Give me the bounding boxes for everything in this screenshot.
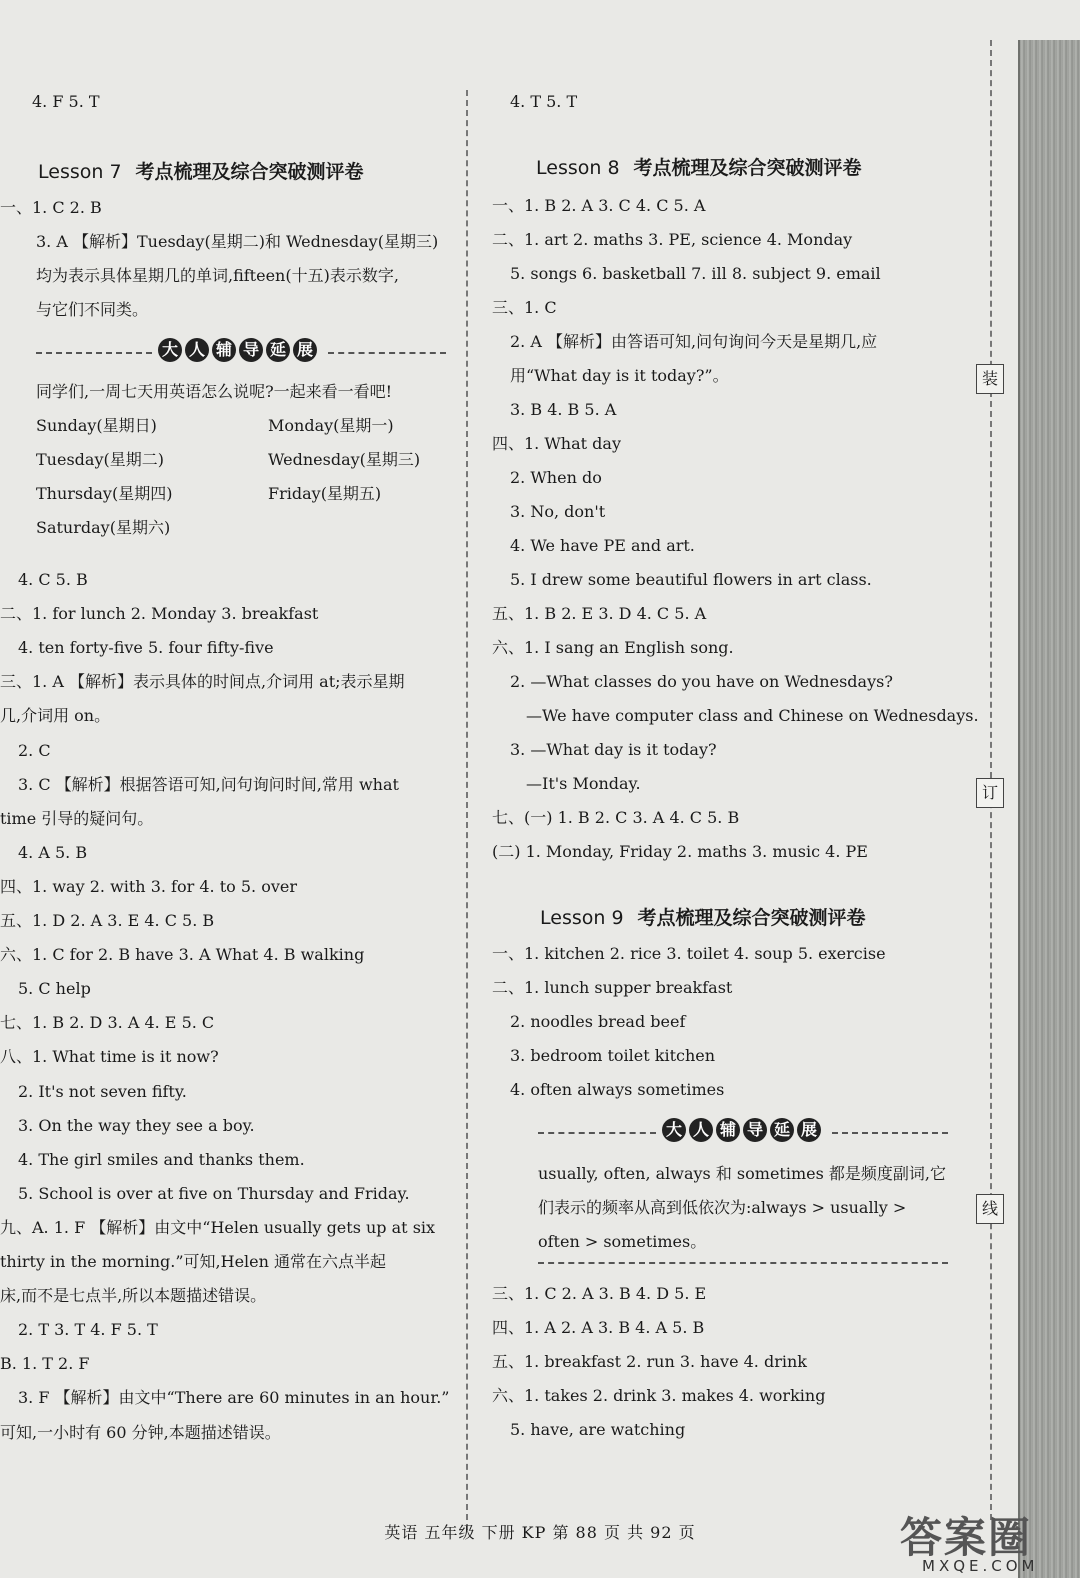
lesson8-title-en: Lesson 8 [536, 157, 620, 179]
answer-line: 七、1. B 2. D 3. A 4. E 5. C [0, 1013, 215, 1033]
tip-bottom-rule [538, 1262, 948, 1264]
answer-line: 一、1. C 2. B [0, 198, 102, 217]
answer-line: 3. bedroom toilet kitchen [510, 1046, 716, 1065]
answer-line: 2. It's not seven fifty. [18, 1081, 187, 1101]
answer-line: 4. ten forty-five 5. four fifty-five [18, 638, 274, 658]
lesson7-title-zh: 考点梳理及综合突破测评卷 [135, 161, 364, 183]
answer-line: 三、1. C 2. A 3. B 4. D 5. E [492, 1284, 707, 1303]
answer-line: 一、1. kitchen 2. rice 3. toilet 4. soup 5. exercise [492, 944, 886, 963]
answer-line: 可知,一小时有 60 分钟,本题描述错误。 [0, 1422, 281, 1442]
answer-line: 六、1. I sang an English song. [492, 638, 734, 657]
answer-line: thirty in the morning.”可知,Helen 通常在六点半起 [0, 1252, 387, 1271]
day-of-week: Sunday(星期日) [36, 416, 157, 435]
answer-line: —It's Monday. [526, 774, 641, 793]
banner-char: 辅 [716, 1118, 740, 1142]
banner-char: 导 [743, 1118, 767, 1142]
answer-line: 3. No, don't [510, 502, 606, 521]
answer-line: 4. A 5. B [18, 842, 88, 862]
answer-line: usually, often, always 和 sometimes 都是频度副词,它 [538, 1164, 946, 1183]
day-of-week: Tuesday(星期二) [36, 450, 164, 469]
answer-line: 八、1. What time is it now? [0, 1047, 219, 1067]
answer-line: 四、1. What day [492, 434, 621, 453]
answer-line: (二) 1. Monday, Friday 2. maths 3. music 4. PE [492, 842, 868, 861]
answer-line: 均为表示具体星期几的单词,fifteen(十五)表示数字, [36, 266, 399, 285]
answer-line: 四、1. A 2. A 3. B 4. A 5. B [492, 1318, 705, 1337]
banner-char: 展 [293, 338, 317, 362]
page-edge-strip [1018, 40, 1080, 1578]
answer-line: 4. We have PE and art. [510, 536, 695, 555]
banner-char: 导 [239, 338, 263, 362]
answer-line: 七、(一) 1. B 2. C 3. A 4. C 5. B [492, 808, 740, 827]
binding-mark-2: 订 [976, 778, 1004, 808]
answer-line: 用“What day is it today?”。 [510, 366, 729, 385]
answer-line: B. 1. T 2. F [0, 1354, 90, 1374]
answer-line: 五、1. D 2. A 3. E 4. C 5. B [0, 911, 215, 930]
answer-line: 5. I drew some beautiful flowers in art class. [510, 570, 872, 589]
banner-rule-right [832, 1132, 948, 1134]
answer-line: 们表示的频率从高到低依次为:always > usually > [538, 1198, 907, 1217]
binding-mark-3: 线 [976, 1194, 1004, 1224]
page-footer: 英语 五年级 下册 KP 第 88 页 共 92 页 [384, 1523, 696, 1542]
lesson7-title-en: Lesson 7 [38, 161, 122, 183]
answer-line: 3. —What day is it today? [510, 740, 717, 759]
lesson7-title [38, 160, 364, 184]
answer-line: 5. School is over at five on Thursday and Friday. [18, 1183, 410, 1203]
answer-line: 二、1. art 2. maths 3. PE, science 4. Monday [492, 230, 853, 249]
answer-line: 与它们不同类。 [36, 300, 149, 319]
answer-line: 床,而不是七点半,所以本题描述错误。 [0, 1286, 267, 1306]
answer-line: 四、1. way 2. with 3. for 4. to 5. over [0, 876, 297, 896]
answer-line: 2. noodles bread beef [510, 1012, 686, 1031]
answer-line: 三、1. C [492, 298, 557, 317]
site-watermark [900, 1505, 1075, 1575]
answer-line: 5. songs 6. basketball 7. ill 8. subject 9. email [510, 264, 881, 283]
right-top-line: 4. T 5. T [510, 92, 578, 111]
answer-line: 2. T 3. T 4. F 5. T [18, 1320, 158, 1340]
lesson9-title-en: Lesson 9 [540, 907, 624, 929]
banner-rule-left [36, 352, 152, 354]
banner-chars [662, 1118, 821, 1142]
answer-line: —We have computer class and Chinese on Wednesdays. [526, 706, 979, 725]
answer-line: 3. A 【解析】Tuesday(星期二)和 Wednesday(星期三) [36, 232, 439, 251]
banner-rule-right [328, 352, 446, 354]
banner-char: 展 [797, 1118, 821, 1142]
day-of-week: Thursday(星期四) [36, 484, 173, 503]
banner-char: 延 [266, 338, 290, 362]
day-of-week: Wednesday(星期三) [268, 450, 421, 469]
answer-line: 4. The girl smiles and thanks them. [18, 1149, 305, 1169]
answer-line: 2. When do [510, 468, 602, 487]
answer-line: 五、1. breakfast 2. run 3. have 4. drink [492, 1352, 807, 1371]
banner-chars [158, 338, 317, 362]
answer-line: 九、A. 1. F 【解析】由文中“Helen usually gets up at six [0, 1217, 436, 1237]
answer-line: 2. C [18, 740, 51, 760]
answer-line: 4. often always sometimes [510, 1080, 725, 1099]
banner-char: 人 [689, 1118, 713, 1142]
answer-line: 3. C 【解析】根据答语可知,问句询问时间,常用 what [18, 774, 399, 794]
answer-line: 一、1. B 2. A 3. C 4. C 5. A [492, 196, 706, 215]
days-intro: 同学们,一周七天用英语怎么说呢?一起来看一看吧! [36, 382, 393, 401]
answer-line: 3. B 4. B 5. A [510, 400, 617, 419]
answer-line: 3. F 【解析】由文中“There are 60 minutes in an hour.” [18, 1388, 450, 1408]
day-of-week: Monday(星期一) [268, 416, 394, 435]
binding-mark-1: 装 [976, 364, 1004, 394]
banner-char: 人 [185, 338, 209, 362]
lesson8-title-zh: 考点梳理及综合突破测评卷 [633, 157, 862, 179]
banner-rule-left [538, 1132, 656, 1134]
tutor-banner-left [36, 338, 446, 368]
answer-line: 三、1. A 【解析】表示具体的时间点,介词用 at;表示星期 [0, 672, 405, 692]
answer-line: time 引导的疑问句。 [0, 808, 154, 828]
answer-line: 5. C help [18, 979, 91, 999]
banner-char: 大 [662, 1118, 686, 1142]
lesson8-title [536, 156, 862, 180]
answer-line: 2. A 【解析】由答语可知,问句询问今天是星期几,应 [510, 332, 878, 351]
banner-char: 辅 [212, 338, 236, 362]
banner-char: 大 [158, 338, 182, 362]
answer-line: 二、1. for lunch 2. Monday 3. breakfast [0, 604, 319, 624]
day-of-week: Saturday(星期六) [36, 518, 171, 537]
column-divider [466, 90, 468, 1530]
tutor-banner-right [538, 1118, 948, 1148]
left-top-line: 4. F 5. T [32, 92, 100, 111]
answer-line: 4. C 5. B [18, 570, 88, 589]
answer-line: 2. —What classes do you have on Wednesdays? [510, 672, 893, 691]
answer-line: often > sometimes。 [538, 1232, 707, 1251]
watermark-url: MXQE.COM [922, 1557, 1039, 1575]
answer-line: 六、1. takes 2. drink 3. makes 4. working [492, 1386, 826, 1405]
answer-line: 六、1. C for 2. B have 3. A What 4. B walking [0, 945, 365, 965]
answer-line: 5. have, are watching [510, 1420, 686, 1439]
banner-char: 延 [770, 1118, 794, 1142]
answer-line: 二、1. lunch supper breakfast [492, 978, 733, 997]
day-of-week: Friday(星期五) [268, 484, 382, 503]
watermark-logo: 答案圈 [900, 1513, 1033, 1562]
lesson9-title-zh: 考点梳理及综合突破测评卷 [637, 907, 866, 929]
answer-line: 3. On the way they see a boy. [18, 1115, 255, 1135]
answer-line: 五、1. B 2. E 3. D 4. C 5. A [492, 604, 707, 623]
lesson9-title [540, 906, 866, 930]
answer-line: 几,介词用 on。 [0, 706, 111, 726]
